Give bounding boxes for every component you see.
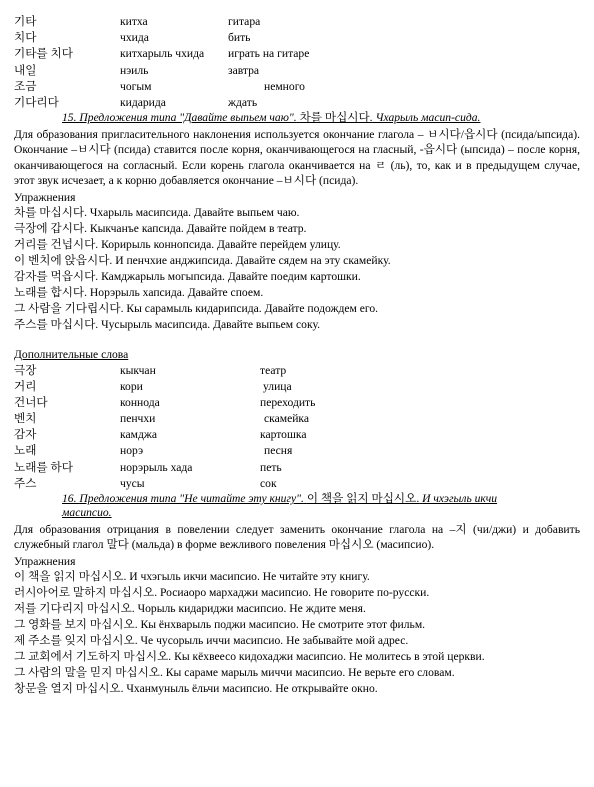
vocab-row <box>14 46 580 62</box>
transliteration: китха <box>120 15 148 28</box>
vocab-row <box>14 395 580 411</box>
vocab-row <box>14 30 580 46</box>
exercise-line: 제 주소를 잊지 마십시오. Че чусорыль иччи масипсио. Не забывайте мой адрес. <box>14 634 409 648</box>
exercise-line: 그 교회에서 기도하지 마십시오. Кы кёхвеесо кидохаджи масипсио. Не молитесь в этой церкви. <box>14 650 485 664</box>
section-16-explanation: Для образования отрицания в повелении следует заменить окончание глагола на –지 (чи/джи) и добавить служебный глагол 말다 (мальда) в форме вежливого повеления 마십시오 (масипсио). <box>14 522 580 552</box>
exercise-list-16 <box>14 569 580 697</box>
korean-word: 치다 <box>14 31 37 45</box>
translation: бить <box>228 31 251 45</box>
translation: играть на гитаре <box>228 47 310 61</box>
korean-word: 주스 <box>14 476 37 490</box>
exercise-line: 그 사람의 말을 믿지 마십시오. Кы сараме марыль миччи масипсио. Не верьте его словам. <box>14 666 455 680</box>
exercise-line: 저를 기다리지 마십시오. Чорыль кидариджи масипсио. Не ждите меня. <box>14 602 366 616</box>
korean-word: 기타 <box>14 15 37 28</box>
exercise-line: 주스를 마십시다. Чусырыль масипсида. Давайте выпьем соку. <box>14 317 320 331</box>
exercise-line: 감자를 먹읍시다. Камджарыль могыпсида. Давайте поедим картошки. <box>14 269 361 283</box>
exercise-line: 창문을 열지 마십시오. Чханмуныль ёльчи масипсио. Не открывайте окно. <box>14 682 378 696</box>
korean-word: 조금 <box>14 79 37 93</box>
korean-word: 감자 <box>14 428 37 442</box>
vocab-row <box>14 63 580 79</box>
exercise-line: 그 사람을 기다립시다. Кы сарамыль кидарипсида. Давайте подождем его. <box>14 301 379 315</box>
exercise-line: 거리를 건넙시다. Корирыль коннопсида. Давайте перейдем улицу. <box>14 237 341 251</box>
section-title: Предложения типа "Не читайте эту книгу". <box>79 492 304 506</box>
exercise-line: 차를 마십시다. Чхарыль масипсида. Давайте выпьем чаю. <box>14 205 300 219</box>
vocab-row <box>14 79 580 95</box>
vocab-row <box>14 363 580 379</box>
translation: завтра <box>228 63 260 77</box>
transliteration: кыкчан <box>120 363 156 377</box>
korean-word: 벤치 <box>14 412 37 426</box>
translation: немного <box>264 79 305 93</box>
transliteration: норэ <box>120 444 144 458</box>
transliteration: коннода <box>120 395 160 409</box>
vocab-row <box>14 476 580 492</box>
korean-word: 거리 <box>14 379 37 393</box>
transliteration: чусы <box>120 476 145 490</box>
translation: скамейка <box>264 412 310 426</box>
translation: улица <box>263 379 292 393</box>
section-number: 16. <box>62 492 77 506</box>
korean-word: 기다리다 <box>14 95 59 109</box>
translation: песня <box>264 444 293 458</box>
section-title: Предложения типа "Давайте выпьем чаю". <box>79 111 297 125</box>
vocab-row <box>14 95 580 111</box>
vocab-row <box>14 460 580 476</box>
korean-word: 노래 <box>14 444 37 458</box>
transliteration: кидарида <box>120 95 166 109</box>
korean-word: 노래를 하다 <box>14 460 73 474</box>
vocab-row <box>14 379 580 395</box>
exercise-line: 이 벤치에 앉읍시다. И пенчхие анджипсида. Давайте сядем на эту скамейку. <box>14 253 391 267</box>
korean-word: 극장 <box>14 363 37 377</box>
section-heading-16 <box>62 492 580 521</box>
vocab-row <box>14 443 580 459</box>
transliteration: норэрыль хада <box>120 460 193 474</box>
translation: ждать <box>228 95 258 109</box>
transliteration: пенчхи <box>120 412 156 426</box>
translation: картошка <box>260 428 307 442</box>
transliteration: кори <box>120 379 143 393</box>
transliteration: чогым <box>120 79 152 93</box>
exercise-line: 그 영화를 보지 마십시오. Кы ёнхварыль поджи масипсио. Не смотрите этот фильм. <box>14 618 426 632</box>
korean-word: 기타를 치다 <box>14 47 73 61</box>
transliteration: нэиль <box>120 63 149 77</box>
exercise-line: 러시아어로 말하지 마십시오. Росиаоро мархаджи масипсио. Не говорите по-русски. <box>14 586 430 600</box>
exercises-label: Упражнения <box>14 554 76 568</box>
vocab-list-top <box>14 14 580 111</box>
transliteration: чхида <box>120 31 149 45</box>
extra-words-title: Дополнительные слова <box>14 347 129 361</box>
transliteration: китхарыль чхида <box>120 47 205 61</box>
section-number: 15. <box>62 111 77 125</box>
exercise-line: 극장에 갑시다. Кыкчанъе капсида. Давайте пойдем в театр. <box>14 221 307 235</box>
translation: переходить <box>260 395 316 409</box>
vocab-row <box>14 427 580 443</box>
exercise-line: 이 책을 읽지 마십시오. И чхэгыль икчи масипсио. Не читайте эту книгу. <box>14 570 370 584</box>
transliteration: камджа <box>120 428 157 442</box>
translation: сок <box>260 476 277 490</box>
translation: петь <box>260 460 282 474</box>
extra-words-list <box>14 363 580 493</box>
vocab-row <box>14 14 580 30</box>
section-15-explanation: Для образования пригласительного наклонения используется окончание глагола – ㅂ시다/읍시다 (псида/ыпсида). Окончание –ㅂ시다 (псида) ставится после корня, оканчивающегося на гласный, -읍시다 (ыпсида) – после корня, оканчивающегося на согласный. Если корень глагола оканчивается на ㄹ (ль), то, как и в предыдущем случае, этот звук исчезает, а к корню добавляется окончание –ㅂ시다 (псида). <box>14 127 580 188</box>
section-transliteration: Чхарыль масип-сида. <box>375 111 481 125</box>
exercises-label: Упражнения <box>14 190 76 204</box>
korean-word: 내일 <box>14 63 37 77</box>
exercise-line: 노래를 합시다. Норэрыль хапсида. Давайте споем. <box>14 285 264 299</box>
exercise-list-15 <box>14 205 580 333</box>
translation: театр <box>260 363 287 377</box>
section-korean-example: 차를 마십시다. <box>299 111 373 125</box>
translation: гитара <box>228 15 261 28</box>
section-korean-example: 이 책을 읽지 마십시오. <box>306 492 420 506</box>
vocab-row <box>14 411 580 427</box>
korean-word: 건너다 <box>14 395 48 409</box>
section-heading-15 <box>62 111 580 125</box>
section-transliteration: И чхэгыль икчи масипсио. <box>62 492 498 520</box>
document-page <box>14 14 580 697</box>
